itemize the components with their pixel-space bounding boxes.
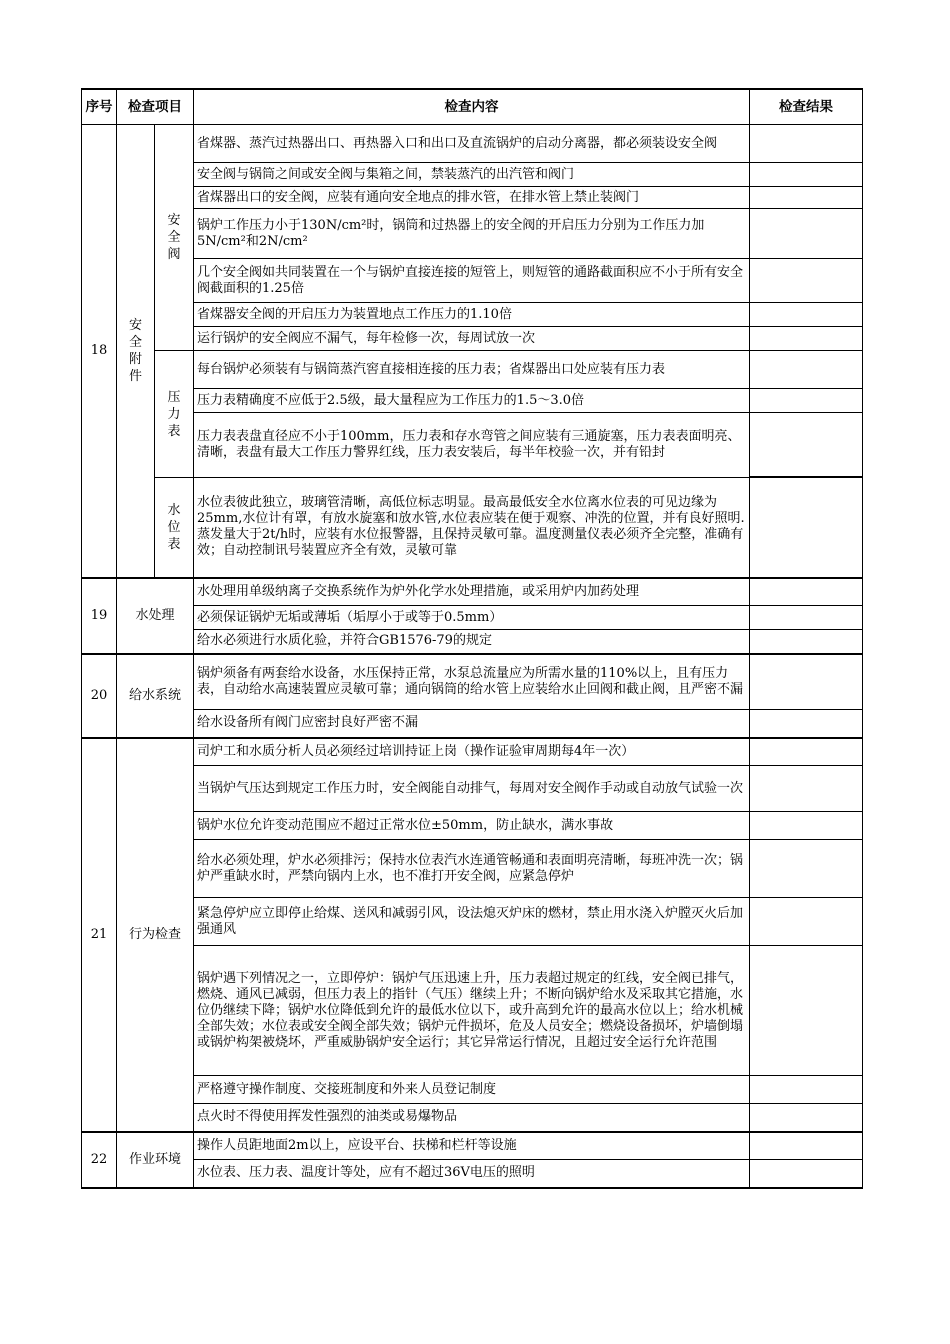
header-result: 检查结果 <box>750 89 863 125</box>
content-cell: 水位表彼此独立，玻璃管清晰，高低位标志明显。最高最低安全水位离水位表的可见边缘为25mm,水位计有罩，有放水旋塞和放水管,水位表应装在便于观察、冲洗的位置，并有良好照明.蒸发量大于2t/h时，应装有水位报警器，且保持灵敏可靠。温度测量仪表必须齐全完整，准确有效；自动控制讯号装置应齐全有效，灵敏可靠 <box>194 478 750 578</box>
result-cell[interactable] <box>750 654 863 710</box>
content-cell: 压力表表盘直径应不小于100mm，压力表和存水弯管之间应装有三通旋塞，压力表表面明亮、清晰，表盘有最大工作压力警界红线，压力表安装后，每半年校验一次，并有铅封 <box>194 413 750 478</box>
table-row <box>82 1132 863 1160</box>
result-cell[interactable] <box>750 898 863 946</box>
subcategory-cell <box>155 351 194 478</box>
result-cell[interactable] <box>750 812 863 840</box>
table-row <box>82 840 863 898</box>
result-cell[interactable] <box>750 606 863 630</box>
table-row <box>82 413 863 477</box>
result-cell[interactable] <box>750 209 863 259</box>
row-number: 20 <box>82 654 117 738</box>
table-row <box>82 389 863 413</box>
header-item: 检查项目 <box>117 89 194 125</box>
result-cell[interactable] <box>750 840 863 898</box>
row-number: 19 <box>82 578 117 654</box>
content-cell: 省煤器出口的安全阀，应装有通向安全地点的排水管，在排水管上禁止装阀门 <box>194 187 750 209</box>
content-cell: 每台锅炉必须装有与锅筒蒸汽窖直接相连接的压力表；省煤器出口处应装有压力表 <box>194 351 750 389</box>
table-row <box>82 738 863 766</box>
category-cell <box>117 125 155 578</box>
result-cell[interactable] <box>750 1076 863 1104</box>
category-cell: 给水系统 <box>117 654 194 738</box>
row-number: 21 <box>82 738 117 1132</box>
category-label: 安全附件 <box>128 317 142 384</box>
result-cell[interactable] <box>750 578 863 606</box>
subcategory-label: 水位表 <box>167 502 181 552</box>
header-row <box>82 89 863 125</box>
table-row <box>82 259 863 303</box>
result-cell[interactable] <box>750 710 863 738</box>
result-cell[interactable] <box>750 187 863 209</box>
category-cell: 作业环境 <box>117 1132 194 1188</box>
table-row <box>82 303 863 327</box>
content-cell: 当锅炉气压达到规定工作压力时，安全阀能自动排气，每周对安全阀作手动或自动放气试验一次 <box>194 766 750 812</box>
content-cell: 锅炉遇下列情况之一，立即停炉：锅炉气压迅速上升，压力表超过规定的红线，安全阀已排气，燃烧、通风已减弱，但压力表上的指针（气压）继续上升；不断向锅炉给水及采取其它措施，水位仍继续下降；锅炉水位降低到允许的最低水位以下，或升高到允许的最高水位以上；给水机械全部失效；水位表或安全阀全部失效；锅炉元件损坏，危及人员安全；燃烧设备损坏，炉墙倒塌或锅炉构架被烧坏，严重威胁锅炉安全运行；其它异常运行情况，且超过安全运行允许范围 <box>194 946 750 1076</box>
content-cell: 压力表精确度不应低于2.5级，最大量程应为工作压力的1.5～3.0倍 <box>194 389 750 413</box>
result-cell[interactable] <box>750 163 863 187</box>
content-cell: 水位表、压力表、温度计等处，应有不超过36V电压的照明 <box>194 1160 750 1188</box>
content-cell: 几个安全阀如共同装置在一个与锅炉直接连接的短管上，则短管的通路截面积应不小于所有安全阀截面积的1.25倍 <box>194 259 750 303</box>
inspection-table <box>81 88 863 1189</box>
table-row <box>82 478 863 578</box>
content-cell: 省煤器安全阀的开启压力为装置地点工作压力的1.10倍 <box>194 303 750 327</box>
result-cell[interactable] <box>750 766 863 812</box>
table-row <box>82 327 863 351</box>
result-cell[interactable] <box>750 630 863 654</box>
result-cell[interactable] <box>750 738 863 766</box>
content-cell: 严格遵守操作制度、交接班制度和外来人员登记制度 <box>194 1076 750 1104</box>
content-cell: 给水必须进行水质化验，并符合GB1576-79的规定 <box>194 630 750 654</box>
content-cell: 省煤器、蒸汽过热器出口、再热器入口和出口及直流锅炉的启动分离器，都必须装设安全阀 <box>194 125 750 163</box>
header-content: 检查内容 <box>194 89 750 125</box>
content-cell: 紧急停炉应立即停止给煤、送风和减弱引风，设法熄灭炉床的燃材，禁止用水浇入炉膛灭火后加强通风 <box>194 898 750 946</box>
content-cell: 锅炉工作压力小于130N/cm²时，锅筒和过热器上的安全阀的开启压力分别为工作压力加5N/cm²和2N/cm² <box>194 209 750 259</box>
row-number: 18 <box>82 125 117 578</box>
table-row <box>82 654 863 710</box>
result-cell[interactable] <box>750 259 863 303</box>
content-cell: 运行锅炉的安全阀应不漏气，每年检修一次，每周试放一次 <box>194 327 750 351</box>
subcategory-label: 压力表 <box>167 389 181 439</box>
result-cell[interactable] <box>750 389 863 413</box>
header-no: 序号 <box>82 89 117 125</box>
result-cell[interactable] <box>750 413 863 477</box>
result-cell[interactable] <box>750 478 863 578</box>
result-cell[interactable] <box>750 303 863 327</box>
table-row <box>82 125 863 163</box>
table-row <box>82 710 863 738</box>
table-row <box>82 766 863 812</box>
result-cell[interactable] <box>750 1132 863 1160</box>
table-row <box>82 1160 863 1188</box>
table-row <box>82 1076 863 1104</box>
table-row <box>82 187 863 209</box>
content-cell: 操作人员距地面2m以上，应设平台、扶梯和栏杆等设施 <box>194 1132 750 1160</box>
content-cell: 锅炉须备有两套给水设备，水压保持正常，水泵总流量应为所需水量的110%以上，且有压力表，自动给水高速装置应灵敏可靠；通向锅筒的给水管上应装给水止回阀和截止阀，且严密不漏 <box>194 654 750 710</box>
table-row <box>82 812 863 840</box>
result-cell[interactable] <box>750 946 863 1076</box>
content-cell: 锅炉水位允许变动范围应不超过正常水位±50mm，防止缺水，满水事故 <box>194 812 750 840</box>
result-cell[interactable] <box>750 327 863 351</box>
table-row <box>82 630 863 654</box>
result-cell[interactable] <box>750 1104 863 1132</box>
subcategory-cell <box>155 478 194 578</box>
result-cell[interactable] <box>750 1160 863 1188</box>
table-row <box>82 606 863 630</box>
table-row <box>82 578 863 606</box>
table-row <box>82 163 863 187</box>
result-cell[interactable] <box>750 125 863 163</box>
table-row <box>82 209 863 259</box>
content-cell: 点火时不得使用挥发性强烈的油类或易爆物品 <box>194 1104 750 1132</box>
content-cell: 司炉工和水质分析人员必须经过培训持证上岗（操作证验审周期每4年一次） <box>194 738 750 766</box>
table-row <box>82 898 863 946</box>
subcategory-label: 安全阀 <box>167 213 181 262</box>
content-cell: 安全阀与锅筒之间或安全阀与集箱之间，禁装蒸汽的出汽管和阀门 <box>194 163 750 187</box>
content-cell: 必须保证锅炉无垢或薄垢（垢厚小于或等于0.5mm） <box>194 606 750 630</box>
table-row <box>82 1104 863 1132</box>
content-cell: 给水设备所有阀门应密封良好严密不漏 <box>194 710 750 738</box>
content-cell: 水处理用单级纳离子交换系统作为炉外化学水处理措施，或采用炉内加药处理 <box>194 578 750 606</box>
row-number: 22 <box>82 1132 117 1188</box>
content-cell: 给水必须处理，炉水必须排污；保持水位表汽水连通管畅通和表面明亮清晰，每班冲洗一次；锅炉严重缺水时，严禁向锅内上水，也不准打开安全阀，应紧急停炉 <box>194 840 750 898</box>
result-cell[interactable] <box>750 351 863 389</box>
table-row <box>82 351 863 389</box>
category-cell: 水处理 <box>117 578 194 654</box>
subcategory-cell <box>155 125 194 351</box>
category-cell: 行为检查 <box>117 738 194 1132</box>
table-row <box>82 946 863 1076</box>
